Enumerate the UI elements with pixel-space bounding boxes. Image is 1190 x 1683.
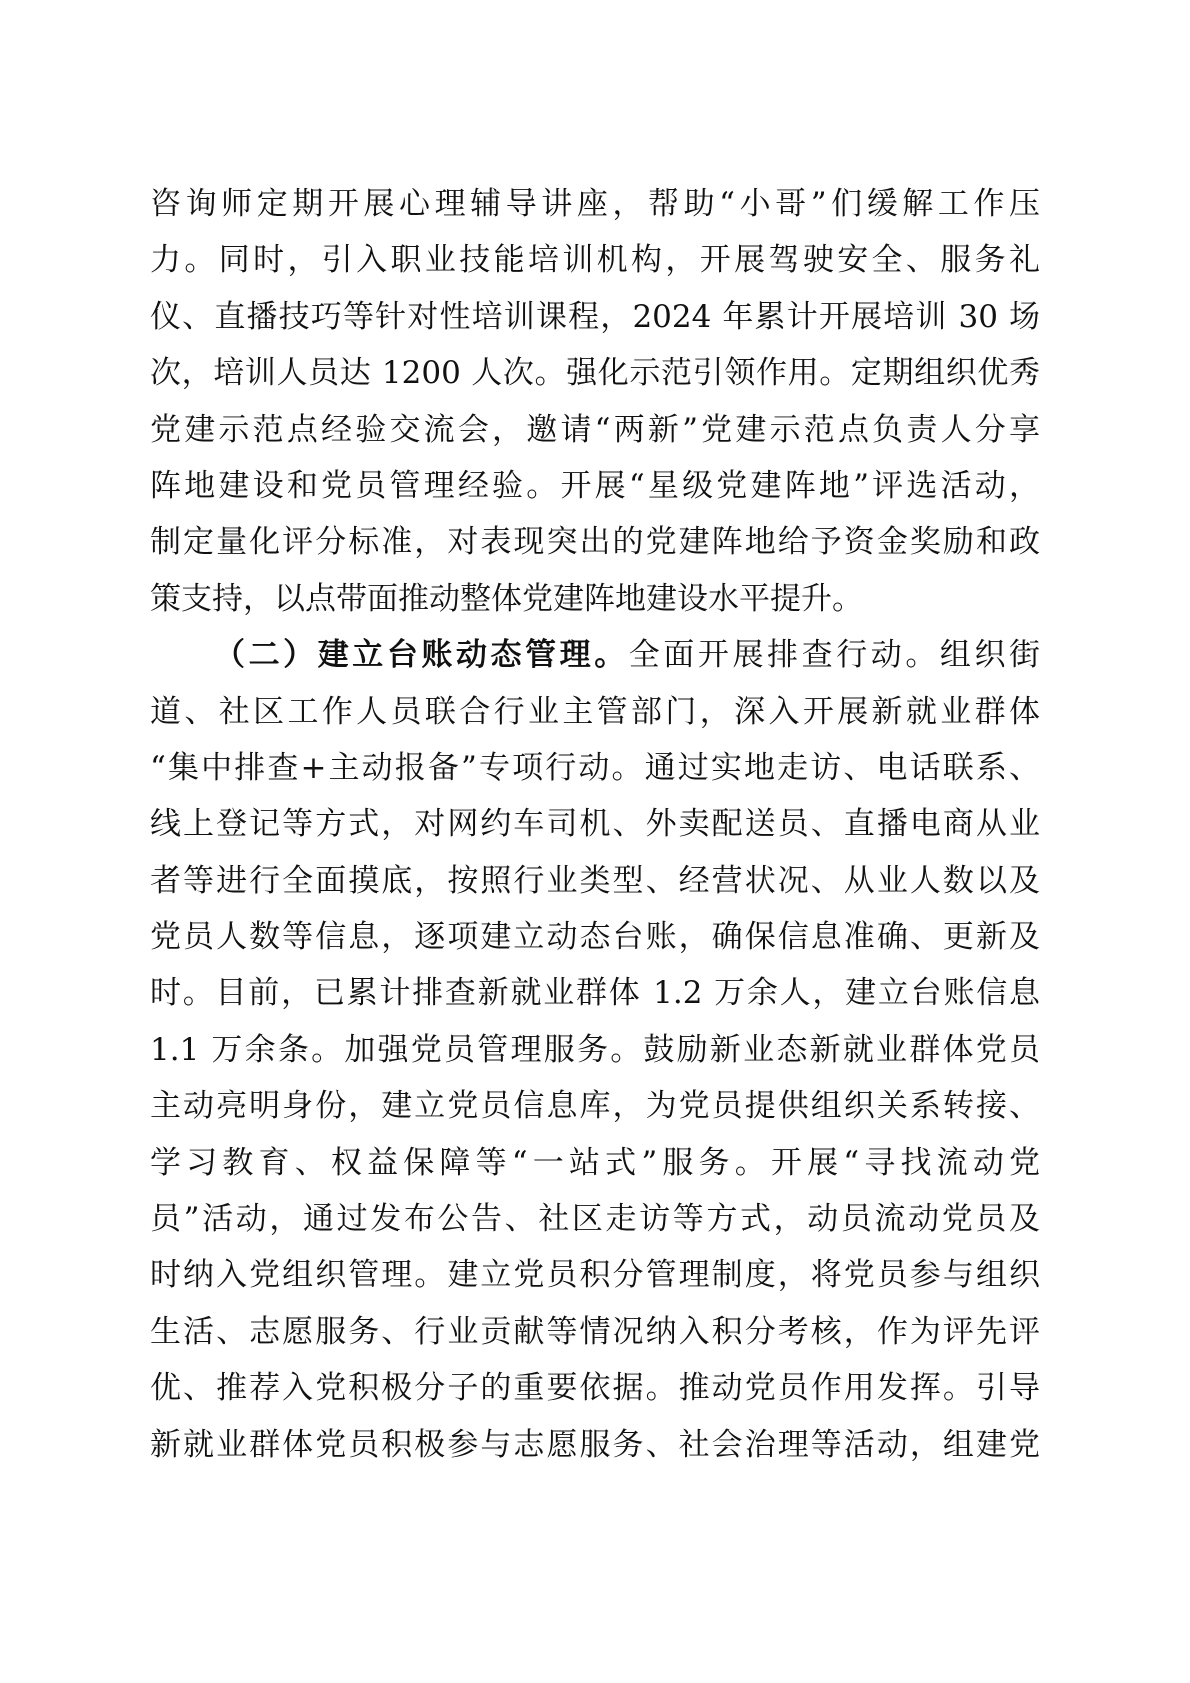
paragraph-1 — [150, 176, 1040, 627]
text-line: 党建示范点经验交流会，邀请“两新”党建示范点负责人分享 — [150, 411, 1040, 448]
text-line: 时纳入党组织管理。建立党员积分管理制度，将党员参与组织 — [150, 1257, 1040, 1294]
text-line: “集中排查+主动报备”专项行动。通过实地走访、电话联系、 — [150, 749, 1040, 786]
text-line: 者等进行全面摸底，按照行业类型、经营状况、从业人数以及 — [150, 862, 1040, 899]
text-line: 1.1 万余条。加强党员管理服务。鼓励新业态新就业群体党员 — [150, 1031, 1040, 1068]
text-line: 员”活动，通过发布公告、社区走访等方式，动员流动党员及 — [150, 1201, 1040, 1238]
text-line: 道、社区工作人员联合行业主管部门，深入开展新就业群体 — [150, 693, 1040, 730]
text-line: 线上登记等方式，对网约车司机、外卖配送员、直播电商从业 — [150, 806, 1040, 843]
text-line: 主动亮明身份，建立党员信息库，为党员提供组织关系转接、 — [150, 1088, 1040, 1125]
document-body — [150, 176, 1040, 1473]
text-line: 学习教育、权益保障等“一站式”服务。开展“寻找流动党 — [150, 1144, 1040, 1181]
text-line: 咨询师定期开展心理辅导讲座，帮助“小哥”们缓解工作压 — [150, 186, 1040, 222]
text-line: 党员人数等信息，逐项建立动态台账，确保信息准确、更新及 — [150, 919, 1040, 956]
text-line: 生活、志愿服务、行业贡献等情况纳入积分考核，作为评先评 — [150, 1313, 1040, 1350]
text-line: 新就业群体党员积极参与志愿服务、社会治理等活动，组建党 — [150, 1426, 1040, 1463]
text-line: 优、推荐入党积极分子的重要依据。推动党员作用发挥。引导 — [150, 1370, 1040, 1407]
text-span: 全面开展排查行动。组织街 — [628, 637, 1041, 674]
text-line: 时。目前，已累计排查新就业群体 1.2 万余人，建立台账信息 — [150, 975, 1040, 1012]
section-heading: （二）建立台账动态管理。 — [214, 637, 629, 674]
paragraph-2 — [150, 627, 1040, 1473]
text-line: 力。同时，引入职业技能培训机构，开展驾驶安全、服务礼 — [150, 242, 1040, 279]
text-line: 制定量化评分标准，对表现突出的党建阵地给予资金奖励和政 — [150, 524, 1040, 561]
text-line: 仪、直播技巧等针对性培训课程，2024 年累计开展培训 30 场 — [150, 298, 1040, 335]
text-line-first — [150, 627, 1040, 683]
text-line: 阵地建设和党员管理经验。开展“星级党建阵地”评选活动， — [150, 467, 1040, 504]
text-line: 策支持，以点带面推动整体党建阵地建设水平提升。 — [150, 580, 863, 617]
text-line: 次，培训人员达 1200 人次。强化示范引领作用。定期组织优秀 — [150, 355, 1040, 392]
